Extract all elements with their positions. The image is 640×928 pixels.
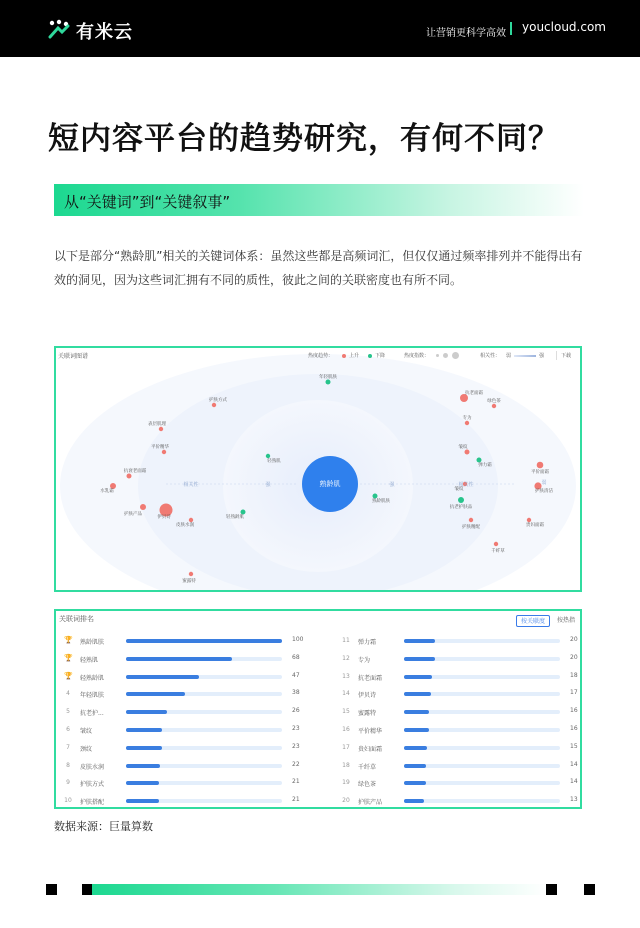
keyword-graph xyxy=(56,348,580,590)
graph-node-label: 轻熟肌 xyxy=(267,459,281,464)
rank-keyword: 弹力霜 xyxy=(358,639,377,646)
rank-bar xyxy=(404,639,435,643)
rank-keyword: 皮肤水润 xyxy=(80,763,105,771)
rank-number: 19 xyxy=(342,779,350,787)
left-ranking-row xyxy=(62,775,310,793)
rank-value: 23 xyxy=(292,742,300,750)
right-ring-label: 相关性 xyxy=(458,482,474,488)
rank-keyword: 贵妇面霜 xyxy=(358,745,383,753)
rank-value: 20 xyxy=(570,653,578,661)
right-ranking-row xyxy=(340,669,588,687)
graph-legend xyxy=(308,351,580,361)
left-ranking-row xyxy=(62,651,310,669)
rank-bar-track xyxy=(126,764,282,768)
far-right-ring-mark: 弱 xyxy=(541,480,547,486)
left-ring-label: 相关性 xyxy=(183,482,199,488)
rank-bar xyxy=(404,728,429,732)
rank-value: 16 xyxy=(570,707,578,715)
rank-number: 12 xyxy=(342,654,350,662)
graph-node-15[interactable] xyxy=(492,404,496,408)
rank-bar xyxy=(126,764,160,768)
logo-mark-icon xyxy=(48,19,70,39)
graph-node-16[interactable] xyxy=(465,421,469,425)
rank-bar-track xyxy=(126,639,282,643)
footer-square-left xyxy=(46,884,57,895)
rank-bar-track xyxy=(126,710,282,714)
legend-heat-mid-dot xyxy=(443,353,448,358)
rank-value: 16 xyxy=(570,725,578,732)
footer-square-right-2 xyxy=(584,884,595,895)
rank-bar xyxy=(126,675,199,679)
graph-node-label: 护肤产品 xyxy=(124,512,142,517)
legend-heat-small-dot xyxy=(436,354,439,357)
rank-bar xyxy=(404,746,427,750)
legend-relevance-scale xyxy=(514,355,536,357)
rank-bar-track xyxy=(404,675,560,679)
rank-bar-track xyxy=(404,639,560,643)
rank-number: 17 xyxy=(342,743,350,751)
graph-node-label: 抗老护肤品 xyxy=(449,505,473,510)
legend-heat-large-dot xyxy=(452,352,459,359)
rank-number: 16 xyxy=(342,726,350,733)
graph-node-2[interactable] xyxy=(212,403,216,407)
graph-node-label: 千纤草 xyxy=(491,549,505,554)
graph-node-label: 轻熟龄肌 xyxy=(226,515,244,520)
rank-bar-track xyxy=(404,746,560,750)
rank-value: 47 xyxy=(292,671,300,679)
graph-node-label: 护肤精配 xyxy=(462,525,480,530)
keyword-graph-panel xyxy=(54,346,582,592)
rank-number: 11 xyxy=(342,637,350,644)
header-website-link[interactable]: youcloud.com xyxy=(522,20,606,34)
graph-node-label: 贵妇面霜 xyxy=(526,523,544,528)
left-ranking-row xyxy=(62,793,310,811)
rank-bar-track xyxy=(126,799,282,803)
graph-node-13[interactable] xyxy=(189,572,193,576)
graph-node-label: 水乳霜 xyxy=(100,489,114,494)
footer-square-right xyxy=(546,884,557,895)
graph-node-11[interactable] xyxy=(241,510,246,515)
center-node-label: 熟龄肌 xyxy=(319,480,341,488)
rank-keyword: 抗老面霜 xyxy=(358,674,383,682)
rank-bar xyxy=(126,728,162,732)
rank-value: 100 xyxy=(292,636,304,643)
legend-up-label: 上升 xyxy=(349,353,360,359)
right-ring-mark: 强 xyxy=(389,482,395,488)
rank-bar xyxy=(404,710,429,714)
rank-keyword: 年轻肌肤 xyxy=(80,692,105,700)
rank-keyword: 千纤草 xyxy=(358,763,377,771)
rank-bar-track xyxy=(126,657,282,661)
rank-number: 14 xyxy=(342,690,350,698)
rank-keyword: 抗老护... xyxy=(80,710,104,718)
rank-number: 9 xyxy=(66,779,70,787)
rank-bar xyxy=(404,799,424,803)
rank-bar-track xyxy=(404,657,560,661)
graph-node-21[interactable] xyxy=(469,518,473,522)
left-ranking-row xyxy=(62,740,310,758)
legend-relevance-low: 弱 xyxy=(506,353,512,359)
right-ranking-row xyxy=(340,793,588,811)
rank-bar xyxy=(404,692,431,696)
rank-keyword: 护肤产品 xyxy=(358,799,383,807)
rank-keyword: 伊贝诗 xyxy=(358,692,377,700)
left-ranking-row xyxy=(62,722,310,740)
rank-number: 15 xyxy=(342,708,350,716)
rank-bar-track xyxy=(404,728,560,732)
graph-panel-title: 关联词图谱 xyxy=(58,353,89,360)
rank-number: 7 xyxy=(66,743,70,751)
rank-bar-track xyxy=(404,781,560,785)
rank-keyword: 平价精华 xyxy=(358,728,383,735)
left-ranking-row xyxy=(62,704,310,722)
graph-node-label: 年轻肌肤 xyxy=(319,375,337,380)
rank-number: 8 xyxy=(66,761,70,769)
right-ranking-row xyxy=(340,740,588,758)
intro-paragraph: 以下是部分“熟龄肌”相关的关键词体系：虽然这些都是高频词汇，但仅仅通过频率排列并不能得出有效的洞见，因为这些词汇拥有不同的质性，彼此之间的关联密度也有所不同。 xyxy=(54,249,583,287)
keyword-ranking-panel xyxy=(54,609,582,809)
rank-bar-track xyxy=(404,764,560,768)
graph-node-1[interactable] xyxy=(326,380,331,385)
rank-number: 4 xyxy=(66,690,70,698)
right-ranking-row xyxy=(340,758,588,776)
rank-bar xyxy=(404,764,426,768)
rank-value: 13 xyxy=(570,796,578,804)
rank-bar xyxy=(126,657,232,661)
graph-node-label: 平价精华 xyxy=(151,445,169,450)
right-ranking-row xyxy=(340,704,588,722)
section-heading-band xyxy=(54,184,584,216)
rank-bar xyxy=(126,799,159,803)
graph-node-18[interactable] xyxy=(477,458,482,463)
graph-node-17[interactable] xyxy=(465,450,470,455)
rank-value: 21 xyxy=(292,778,300,786)
graph-node-12[interactable] xyxy=(373,494,378,499)
rank-bar xyxy=(126,781,159,785)
top-header xyxy=(0,0,640,57)
legend-trend-label: 热度趋势： xyxy=(308,353,334,359)
header-slogan: 让营销更科学高效 xyxy=(426,28,506,39)
trophy-icon: 🏆 xyxy=(64,671,73,680)
graph-node-3[interactable] xyxy=(159,427,163,431)
left-ranking-row xyxy=(62,758,310,776)
rank-number: 13 xyxy=(342,672,350,680)
graph-node-label: 护肤方式 xyxy=(209,398,227,403)
legend-down-label: 下降 xyxy=(375,353,386,359)
rank-bar-track xyxy=(126,746,282,750)
rank-keyword: 皱纹 xyxy=(80,728,93,735)
rank-bar xyxy=(126,692,185,696)
rank-value: 21 xyxy=(292,796,300,804)
legend-relevance-high: 强 xyxy=(539,353,545,359)
right-ranking-row xyxy=(340,722,588,740)
graph-node-label: 蜜露特 xyxy=(182,579,196,584)
rank-number: 20 xyxy=(342,797,350,805)
graph-node-5[interactable] xyxy=(127,474,132,479)
rank-keyword: 熟龄肌肤 xyxy=(80,639,105,646)
graph-node-7[interactable] xyxy=(140,504,146,510)
rank-keyword: 颈纹 xyxy=(80,745,93,753)
right-ranking-row xyxy=(340,686,588,704)
logo-text: 有米云 xyxy=(76,22,133,43)
legend-heat-label: 热度指数： xyxy=(404,353,430,359)
rank-bar-track xyxy=(126,781,282,785)
graph-node-label: 平价面霜 xyxy=(531,470,549,475)
graph-node-label: 抗老面霜 xyxy=(465,391,483,396)
rank-keyword: 蜜露特 xyxy=(358,710,377,718)
left-ring-mark: 强 xyxy=(265,482,271,488)
legend-down-dot xyxy=(368,354,372,358)
footer-gradient-bar xyxy=(92,884,547,895)
rank-keyword: 护肤方式 xyxy=(80,781,105,789)
rank-keyword: 轻熟肌 xyxy=(80,656,99,664)
graph-node-label: 抗衰老面霜 xyxy=(123,469,147,474)
page-title: 短内容平台的趋势研究，有何不同？ xyxy=(48,121,560,157)
rank-bar-track xyxy=(126,728,282,732)
rank-bar-track xyxy=(126,692,282,696)
graph-node-label: 表层肌理 xyxy=(148,422,166,427)
section-heading: 从“关键词”到“关键叙事” xyxy=(64,193,231,211)
graph-node-10[interactable] xyxy=(266,454,270,458)
trophy-icon: 🏆 xyxy=(64,653,73,662)
ranking-panel-title: 关联词排名 xyxy=(59,615,94,623)
rank-bar xyxy=(404,781,426,785)
rank-bar-track xyxy=(404,692,560,696)
rank-value: 15 xyxy=(570,742,578,750)
rank-keyword: 轻熟龄肌 xyxy=(80,674,105,682)
legend-up-dot xyxy=(342,354,346,358)
download-label: 下载 xyxy=(561,353,572,359)
rank-number: 18 xyxy=(342,761,350,769)
graph-node-label: 皱纹 xyxy=(454,487,464,492)
rank-value: 38 xyxy=(292,689,300,697)
graph-node-20[interactable] xyxy=(458,497,464,503)
sort-by-relevance-tab[interactable]: 按关联度 xyxy=(516,615,550,627)
rank-bar xyxy=(126,746,162,750)
graph-node-label: 弹力霜 xyxy=(478,463,492,468)
trophy-icon: 🏆 xyxy=(64,636,73,644)
right-ranking-row xyxy=(340,651,588,669)
brand-logo xyxy=(48,17,138,41)
graph-node-label: 护肤清洁 xyxy=(535,489,553,494)
rank-bar xyxy=(404,657,435,661)
rank-value: 26 xyxy=(292,707,300,715)
right-ranking-row xyxy=(340,633,588,651)
graph-node-label: 皱纹 xyxy=(458,445,468,450)
graph-node-label: 皮肤水润 xyxy=(176,523,194,528)
rank-bar-track xyxy=(404,799,560,803)
graph-node-9[interactable] xyxy=(189,518,193,522)
header-divider xyxy=(510,22,512,35)
rank-value: 22 xyxy=(292,760,300,768)
download-button[interactable] xyxy=(556,351,581,360)
graph-node-24[interactable] xyxy=(527,518,531,522)
graph-node-4[interactable] xyxy=(162,450,166,454)
data-source: 数据来源：巨量算数 xyxy=(54,820,153,833)
rank-value: 23 xyxy=(292,725,300,732)
sort-by-heat-tab[interactable]: 按热指 xyxy=(556,617,575,624)
rank-keyword: 专为 xyxy=(358,656,371,664)
left-ranking-row xyxy=(62,669,310,687)
rank-bar xyxy=(404,675,432,679)
graph-node-label: 熟龄肌肤 xyxy=(372,499,390,504)
rank-number: 6 xyxy=(66,726,70,733)
graph-node-label: 专为 xyxy=(462,416,472,421)
rank-bar xyxy=(126,639,282,643)
rank-number: 10 xyxy=(64,797,72,805)
left-ranking-row xyxy=(62,686,310,704)
rank-value: 68 xyxy=(292,653,300,661)
rank-keyword: 护肤搭配 xyxy=(80,799,105,807)
rank-value: 18 xyxy=(570,671,578,679)
rank-number: 5 xyxy=(66,708,70,716)
graph-node-22[interactable] xyxy=(537,462,544,469)
right-ranking-row xyxy=(340,775,588,793)
graph-node-label: 绿色茶 xyxy=(487,399,501,404)
graph-node-25[interactable] xyxy=(494,542,498,546)
rank-value: 17 xyxy=(570,689,578,697)
rank-value: 14 xyxy=(570,760,578,768)
rank-keyword: 绿色茶 xyxy=(358,781,377,789)
rank-bar xyxy=(126,710,167,714)
rank-bar-track xyxy=(126,675,282,679)
left-ranking-row xyxy=(62,633,310,651)
rank-value: 14 xyxy=(570,778,578,786)
rank-value: 20 xyxy=(570,636,578,643)
rank-bar-track xyxy=(404,710,560,714)
graph-node-label: 伊贝诗 xyxy=(157,515,171,520)
legend-relevance-label: 相关性： xyxy=(480,353,501,359)
